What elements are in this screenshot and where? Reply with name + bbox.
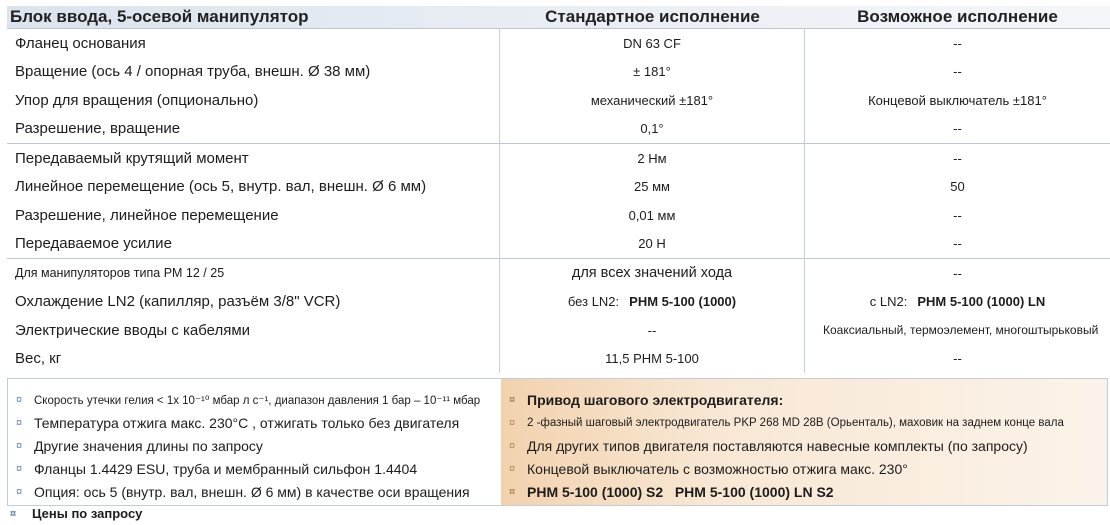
spec-group-1 [7, 28, 1110, 144]
bullet-icon: ¤ [16, 439, 23, 452]
notes-left [8, 379, 501, 505]
row-optional: Концевой выключатель ±181° [868, 92, 1047, 108]
standard-product-code: PHM 5-100 (1000) [629, 294, 737, 310]
table-row [7, 86, 1110, 115]
bullet-icon: ¤ [509, 463, 516, 476]
table-row [7, 58, 1110, 87]
row-standard: механический ±181° [500, 86, 805, 115]
row-label: Разрешение, линейное перемещение [7, 201, 500, 230]
row-optional: -- [953, 64, 962, 80]
table-row [7, 29, 1110, 58]
row-label: Электрические вводы с кабелями [7, 316, 500, 345]
table-row [7, 201, 1110, 230]
product-codes: PHM 5-100 (1000) S2 PHM 5-100 (1000) LN S2 [527, 484, 834, 501]
table-header [7, 6, 1110, 28]
row-standard: -- [500, 316, 805, 345]
row-optional: -- [953, 150, 962, 166]
column-standard-header: Стандартное исполнение [545, 7, 760, 26]
bullet-icon: ¤ [509, 416, 516, 429]
spec-group-3 [7, 259, 1110, 373]
row-label: Разрешение, вращение [7, 115, 500, 144]
table-row [7, 288, 1110, 317]
row-standard: ± 181° [500, 58, 805, 87]
note-item [8, 388, 501, 411]
bullet-icon: ¤ [509, 393, 516, 406]
notes-box [7, 378, 1108, 506]
note-heading: Привод шагового электродвигателя: [527, 391, 784, 408]
note-item [501, 458, 1107, 481]
row-label: Линейное перемещение (ось 5, внутр. вал, внешн. Ø 6 мм) [7, 173, 500, 202]
note-text: Скорость утечки гелия < 1x 10⁻¹⁰ мбар л с⁻¹, диапазон давления 1 бар – 10⁻¹¹ мбар [34, 394, 481, 407]
row-standard: 0,1° [500, 115, 805, 144]
note-text: Фланцы 1.4429 ESU, труба и мембранный сильфон 1.4404 [34, 461, 418, 478]
row-optional: -- [953, 351, 962, 367]
row-label: Вращение (ось 4 / опорная труба, внешн. Ø 38 мм) [7, 58, 500, 87]
table-row [7, 230, 1110, 259]
bullet-icon: ¤ [16, 486, 23, 499]
bullet-icon: ¤ [10, 507, 17, 520]
bullet-icon: ¤ [16, 416, 23, 429]
optional-product-code: PHM 5-100 (1000) LN [917, 294, 1046, 310]
note-item [8, 434, 501, 457]
row-optional: -- [953, 35, 962, 51]
bullet-icon: ¤ [509, 439, 516, 452]
row-optional: -- [953, 236, 962, 252]
standard-prefix: без LN2: [567, 294, 620, 310]
table-row [7, 173, 1110, 202]
table-row [7, 316, 1110, 345]
row-optional: -- [953, 265, 962, 281]
row-standard: DN 63 CF [500, 29, 805, 58]
table-row [7, 115, 1110, 144]
table-row [7, 345, 1110, 374]
notes-right-motor [501, 379, 1107, 505]
note-text: Температура отжига макс. 230°C , отжигать только без двигателя [34, 414, 460, 431]
bullet-icon: ¤ [16, 463, 23, 476]
row-optional: Коаксиальный, термоэлемент, многоштырьковый [823, 323, 1099, 338]
note-text: Концевой выключатель с возможностью отжига макс. 230° [527, 461, 908, 478]
note-item [8, 458, 501, 481]
row-standard [500, 288, 805, 317]
spec-group-2 [7, 144, 1110, 259]
note-item [501, 481, 1107, 504]
column-optional-header: Возможное исполнение [857, 7, 1058, 26]
note-text: Другие значения длины по запросу [34, 437, 263, 454]
row-standard: 25 мм [500, 173, 805, 202]
row-label: Упор для вращения (опционально) [7, 86, 500, 115]
bullet-icon: ¤ [509, 486, 516, 499]
row-label: Для манипуляторов типа PM 12 / 25 [7, 259, 500, 288]
row-standard: 11,5 PHM 5-100 [500, 345, 805, 374]
note-item [501, 434, 1107, 457]
row-standard: 2 Нм [500, 144, 805, 173]
note-item [501, 411, 1107, 434]
row-label: Передаваемое усилие [7, 230, 500, 259]
note-item [8, 411, 501, 434]
row-label: Охлаждение LN2 (капилляр, разъём 3/8" VCR) [7, 288, 500, 317]
table-row [7, 144, 1110, 173]
row-optional [805, 288, 1110, 317]
bullet-icon: ¤ [16, 393, 23, 406]
row-standard: 0,01 мм [500, 201, 805, 230]
row-optional: 50 [950, 179, 965, 195]
prices-on-request: Цены по запросу [32, 506, 143, 521]
note-item [501, 388, 1107, 411]
row-standard: для всех значений хода [500, 259, 805, 288]
row-label: Фланец основания [7, 29, 500, 58]
note-text: 2 -фазный шаговый электродвигатель PKP 268 MD 28B (Орьенталь), маховик на заднем конце вала [527, 416, 1064, 429]
spec-table [7, 6, 1110, 373]
table-row [7, 259, 1110, 288]
note-item [8, 481, 501, 504]
row-label: Вес, кг [7, 345, 500, 374]
note-text: Для других типов двигателя поставляются навесные комплекты (по запросу) [527, 437, 1028, 454]
row-label: Передаваемый крутящий момент [7, 144, 500, 173]
row-standard: 20 Н [500, 230, 805, 259]
row-optional: -- [953, 207, 962, 223]
footer-note [10, 506, 142, 521]
table-title: Блок ввода, 5-осевой манипулятор [10, 7, 309, 26]
row-optional: -- [953, 121, 962, 137]
optional-prefix: с LN2: [869, 294, 908, 310]
note-text: Опция: ось 5 (внутр. вал, внешн. Ø 6 мм) в качестве оси вращения [34, 484, 470, 501]
